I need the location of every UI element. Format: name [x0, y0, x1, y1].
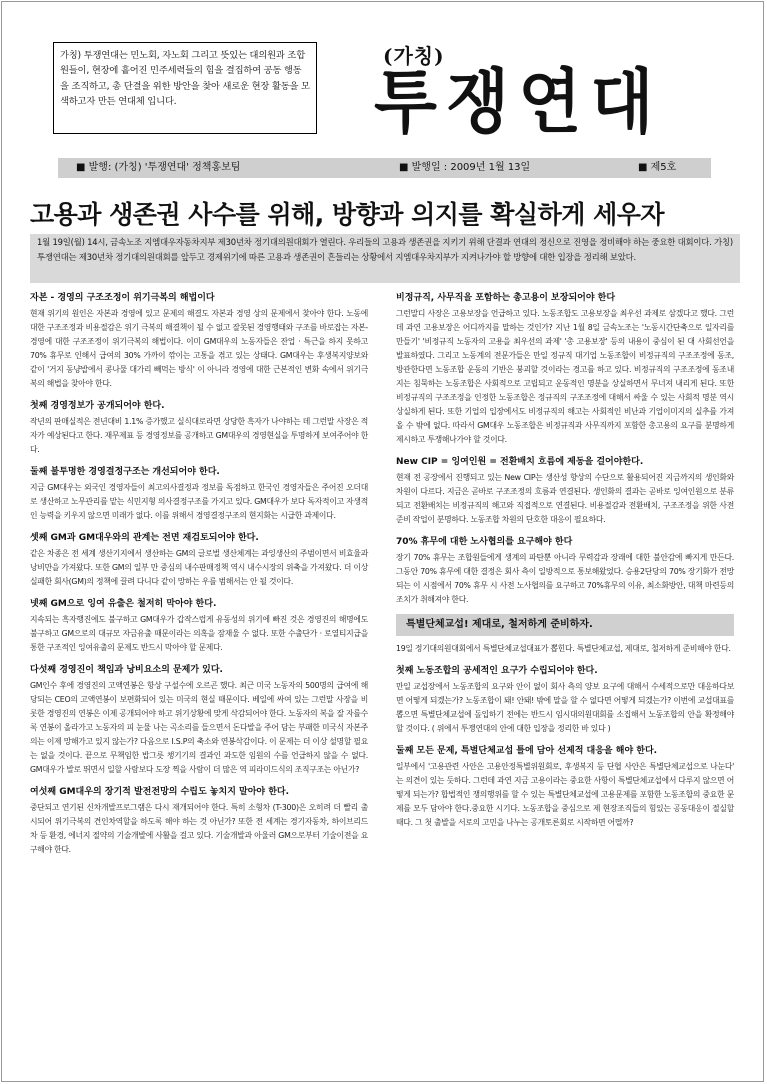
section-heading: 첫째 경영정보가 공개되어야 한다.	[30, 401, 165, 411]
section-body: 지속되는 흑자행진에도 불구하고 GM대우가 갑작스럽게 유동성의 위기에 빠진 것은 경영진의 해명에도 불구하고 GM으로의 대규모 자금유출 때문이라는 의혹을 잠재울 수 없다. 또한 수출단가 · 로열티지급을 통한 구조적인 잉여유출의 문제도 반드시 막아야 할 문제다.	[30, 615, 368, 652]
section	[30, 532, 368, 589]
issue-date: ■ 발행일 : 2009년 1월 13일	[399, 162, 531, 173]
masthead-subtitle: (가칭)	[383, 44, 445, 68]
section-body: 중단되고 연기된 신차개발프로그램은 다시 재개되어야 한다. 특히 소형차 (T-300)은 오히려 더 빨리 출시되어 위기극복의 견인차역할을 하도록 해야 하는 것 아닌가? 또한 전 세계는 경기자동차, 하이브리드 차 등 환경, 에너지 절약의 기술개발에 사활을 걸고 있다. 기술개발과 아울러 GM으로부터 기술이전을 요구해야 한다.	[30, 803, 368, 854]
section	[396, 292, 734, 447]
right-column	[396, 292, 734, 839]
info-bar	[58, 158, 711, 178]
section-body: 지금 GM대우는 외국인 경영자들이 최고의사결정과 정보를 독점하고 한국인 경영자들은 주어진 오더대로 생산하고 노무관리를 맡는 식민지형 의사결정구조를 가지고 있다. GM대우가 보다 독자적이고 자생적인 능력을 키우지 않으면 미래가 없다. 이를 위해서 경영결정구조의 현지화는 시급한 과제이다.	[30, 483, 368, 520]
section-body: 현재 위기의 원인은 자본과 경영에 있고 문제의 해결도 자본과 경영 상의 문제에서 찾아야 한다. 노동에 대한 구조조정과 비용절감은 위기 극복의 해결책이 될 수 없고 잘못된 경영행태와 구조를 바로잡는 자본-경영에 대한 구조조정이 위기극복의 해법이다. 이미 GM대우의 노동자들은 잔업 · 특근을 하지 못하고 70% 휴무로 인해서 급여의 30% 가까이 깎이는 고통을 겪고 있는 상태다. GM대우는 후생복지양보와 같이 '거지 동냥밥에서 콩나물 대가리 빼먹는 방식' 이 아니라 경영에 대한 근본적인 변화 속에서 위기극복의 해법을 찾아야 한다.	[30, 309, 368, 388]
section-heading: 70% 휴무에 대한 노사협의를 요구해야 한다	[396, 537, 573, 547]
section-heading: 첫째 노동조합의 공세적인 요구가 수립되어야 한다.	[396, 666, 598, 676]
lead-paragraph: 1월 19일(월) 14시, 금속노조 지엠대우자동차지부 제30년차 정기대의원대회가 열린다. 우리들의 고용과 생존권을 지키기 위해 단결과 연대의 정신으로 진영을 정비해야 하는 중요한 대회이다. 가칭)투쟁연대는 제30년차 정기대의원대회를 앞두고 경제위기에 따른 고용과 생존권이 흔들리는 상황에서 지엠대우차지부가 지켜나가야 할 방향에 대한 입장을 정리해 보았다.	[30, 234, 740, 283]
section-body: 일부에서 '고용관련 사안은 고용안정특별위원회로, 후생복지 등 단협 사안은 특별단체교섭으로 나눈다' 는 의견이 있는 듯하다. 그런데 과연 지금 고용이라는 중요한 사항이 특별단체교섭에서 다루지 않으면 어떻게 되는가? 합법적인 쟁의행위를 할 수 있는 특별단체교섭에 고용문제를 포함한 노동조합의 중요한 문제를 모두 담아야 한다.중요한 시기다. 노동조합을 중심으로 제 현장조직들의 힘있는 공동대응이 절실할 때다. 그 첫 출발을 서로의 고민을 나누는 공개토론회로 시작하면 어떨까?	[396, 762, 734, 827]
section	[30, 664, 368, 777]
section-body: 작년의 판매실적은 전년대비 1.1% 증가했고 실식대로라면 상당한 흑자가 나야하는 데 그런말 사장은 적자가 예상된다고 한다. 재무제표 등 경영정보를 공개하고 GM대우의 경영현실을 투명하게 보여주어야 한다.	[30, 417, 368, 454]
section-heading: 여섯째 GM대우의 장기적 발전전망의 수립도 놓치지 말아야 한다.	[30, 787, 290, 797]
publisher-info: ■ 발행: (가칭) '투쟁연대' 정책홍보팀	[76, 162, 241, 173]
section	[396, 536, 734, 607]
section	[396, 665, 734, 736]
section-body: 장기 70% 휴무는 조합원들에게 생계의 파탄뿐 아니라 무력감과 장래에 대한 불안감에 빠지게 만든다. 그동안 70% 휴무에 대한 결정은 회사 측이 일방적으로 통보해왔었다. 승용2단당의 70% 장기화가 전망되는 이 시점에서 70% 휴무 시 사전 노사협의를 요구하고 70%휴무의 이유, 최소화방안, 대책 마련등의 조치가 취해져야 한다.	[396, 553, 734, 604]
section	[30, 786, 368, 857]
section	[396, 745, 734, 830]
section	[30, 598, 368, 655]
masthead-title: 투쟁연대	[374, 61, 663, 143]
section	[396, 456, 734, 527]
section-heading: 자본 - 경영의 구조조정이 위기극복의 해법이다	[30, 293, 215, 303]
left-column	[30, 292, 368, 866]
section-body: 같은 차종은 전 세계 생산기지에서 생산하는 GM의 글로벌 생산체계는 과잉생산의 주범이면서 비효율과 낭비만을 가져왔다. 또한 GM의 일부 만 중심의 내수판매정책 역시 내수시장의 위축을 가져왔다. 더 이상 실패한 회사(GM)의 정책에 끌려 다니다 같이 망하는 우를 범해서는 안 될 것이다.	[30, 549, 368, 586]
section-body: 그런말디 사장은 고용보장을 언급하고 있다. 노동조합도 고용보장을 최우선 과제로 삼겠다고 했다. 그런데 과연 고용보장은 어디까지를 말하는 것인가? 지난 1월 8일 금속노조는 '노동시간단축으로 일자리를 만들기' '비정규직 노동자의 고용을 최우선의 과제' '총 고용보장' 등의 내용이 중심이 된 대 사회선언을 발표하였다. 그리고 노동계의 전문가들은 만일 정규직 대기업 노동조합이 비정규직의 구조조정에 동조, 방관한다면 노동조합 운동의 기반은 붕괴할 것이라는 경고를 하고 있다. 비정규직의 구조조정에 동조내지는 침묵하는 노동조합은 사회적으로 고립되고 운동적인 명분을 상실하면서 무너져 내리게 된다. 또한 비정규직의 구조조정을 인정한 노동조합은 정규직의 구조조정에 대해서 싸울 수 있는 사회적 명분 역시 상실하게 된다. 또한 기업의 입장에서도 비정규직의 해고는 사회적인 비난과 기업이미지의 실추를 가져올 수 밖에 없다. 따라서 GM대우 노동조합은 비정규직과 사무직까지 포함한 총고용의 요구를 분명하게 제시하고 투쟁해나가야 할 것이다.	[396, 309, 734, 444]
section-body: 만일 교섭장에서 노동조합의 요구와 안이 없이 회사 측의 양보 요구에 대해서 수세적으로만 대응하다보면 어떻게 되겠는가? 노동조합이 돼! 안돼! 밖에 말을 할 수 없다면 어떻게 되겠는가? 이번에 교섭대표를 뽑으면 특별단체교섭에 돌입하기 전에는 반드시 임시대의원대회를 소집해서 노동조합의 안을 확정해야 할 것이다. ( 위에서 투쟁연대의 안에 대한 입장을 정리한 바 있다 )	[396, 682, 734, 733]
headline: 고용과 생존권 사수를 위해, 방향과 의지를 확실하게 세우자	[30, 200, 665, 229]
section	[30, 466, 368, 523]
section-body: GM인수 후에 경영진의 고액연봉은 항상 구설수에 오르곤 했다. 최근 미국 노동자의 500명의 급여에 해당되는 CEO의 고액연봉이 보편화되어 있는 미국의 현실 때문이다. 베일에 싸여 있는 그런말 사장을 비롯한 경영진의 연봉은 이제 공개되어야 하고 위기상황에 맞게 삭감되어야 한다. 노동자의 복을 잘 자를수록 연봉이 올라가고 노동자의 피 눈물 나는 곡소리를 들으면서 돈다발을 주어 담는 부패한 미국식 자본주의는 이제 망해가고 있지 않는가? 다음으로 I.S.P의 축소와 연봉삭감이다. 이 문제는 더 이상 설명할 필요는 없을 것이다. 끝으로 무책임한 밥그릇 챙기기의 결과인 과도한 임원의 수를 언급하지 않을 수 없다. GM대우가 발로 뛰면서 일할 사람보다 도장 찍을 사람이 더 많은 역 피라미드식의 조직구조는 아닌가?	[30, 681, 368, 774]
section-heading: 다섯째 경영진이 책임과 낭비요소의 문제가 있다.	[30, 665, 223, 675]
section-heading: 넷째 GM으로 잉여 유출은 철저히 막아야 한다.	[30, 599, 217, 609]
intro-box: 가칭) 투쟁연대는 민노회, 자노회 그리고 뜻있는 대의원과 조합원들이, 현장에 흩어진 민주세력들의 힘을 결집하여 공동 행동을 조직하고, 총 단결을 위한 방안을 찾아 새로운 현장 활동을 모색하고자 만든 연대체 입니다.	[53, 42, 317, 134]
section-heading: 비정규직, 사무직을 포함하는 총고용이 보장되어야 한다	[396, 293, 616, 303]
section-body: 현재 전 공장에서 진행되고 있는 New CIP는 생산성 향상의 수단으로 활용되어진 지금까지의 생인화와차원이 다르다. 지금은 곧바로 구조조정의 흐름과 연결된다. 생인화의 결과는 곧바로 잉여인원으로 분류되고 전환배치는 비정규직의 해고와 직접적으로 연결된다. 비용절감과 전환배치, 구조조정을 위한 사전 준비 작업이 분명하다. 노동조합 차원의 단호한 대응이 필요하다.	[396, 473, 734, 524]
section-body: 19일 정기대의원대회에서 특별단체교섭대표가 뽑힌다. 특별단체교섭, 제대로, 철저하게 준비해야 한다.	[396, 644, 731, 653]
section	[396, 642, 734, 656]
issue-number: ■ 제5호	[638, 162, 677, 173]
section-heading: 둘째 모든 문제, 특별단체교섭 틀에 담아 선제적 대응을 해야 한다.	[396, 746, 658, 756]
section	[30, 400, 368, 457]
highlight-bar: 특별단체교섭! 제대로, 철저하게 준비하자.	[396, 614, 734, 636]
section-heading: 셋째 GM과 GM대우와의 관계는 전면 재검토되어야 한다.	[30, 533, 259, 543]
section	[30, 292, 368, 391]
section-heading: New CIP = 잉여인원 = 전환배치 흐름에 제동을 걸어야한다.	[396, 457, 644, 467]
section-heading: 둘째 불투명한 경영결정구조는 개선되어야 한다.	[30, 467, 220, 477]
